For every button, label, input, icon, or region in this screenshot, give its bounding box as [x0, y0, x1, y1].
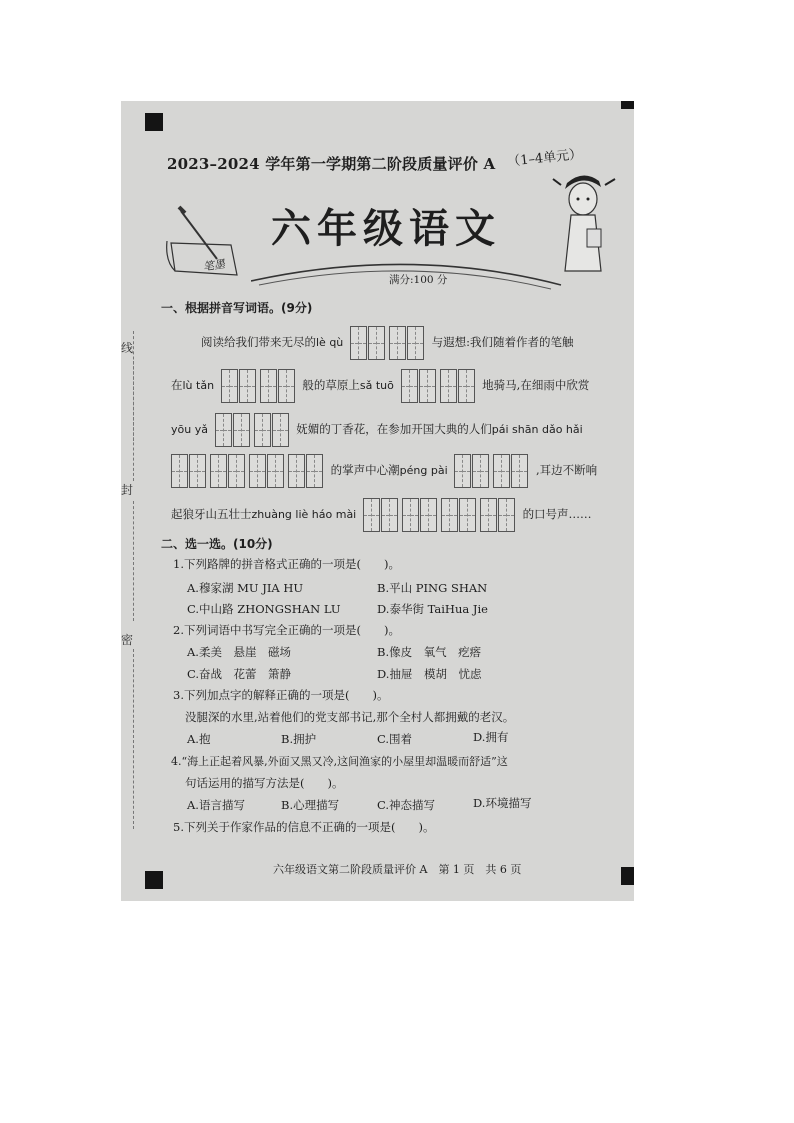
margin-label-seal: 封 [121, 483, 134, 497]
q2-option-d[interactable]: D.抽屉 模胡 忧虑 [377, 667, 482, 681]
q3-option-c[interactable]: C.围着 [377, 732, 413, 746]
q2-option-a[interactable]: A.柔美 悬崖 磁场 [187, 645, 291, 659]
page-footer: 六年级语文第二阶段质量评价 A 第 1 页 共 6 页 [273, 863, 522, 876]
full-score: 满分:100 分 [389, 274, 448, 286]
question-3-sentence: 没腿深的水里,站着他们的党支部书记,那个全村人都拥戴的老汉。 [185, 710, 515, 724]
answer-grid-lutan[interactable] [221, 369, 296, 403]
s1-l2-text-a: 在 [171, 378, 183, 392]
q1-option-c[interactable]: C.中山路 ZHONGSHAN LU [187, 602, 341, 616]
s1-line-5 [171, 497, 592, 532]
margin-label-seal2: 密 [121, 633, 134, 647]
question-3: 3.下列加点字的解释正确的一项是( )。 [173, 688, 389, 702]
q2-option-c[interactable]: C.奋战 花蕾 箫静 [187, 667, 292, 681]
question-4: 4.“海上正起着风暴,外面又黑又冷,这间渔家的小屋里却温暖而舒适”这 [171, 755, 508, 768]
q4-option-b[interactable]: B.心理描写 [281, 798, 340, 812]
q2-option-b[interactable]: B.像皮 氧气 疙瘩 [377, 645, 482, 659]
brush-text: 笔墨 [202, 257, 226, 274]
s1-line-4 [171, 453, 597, 488]
s1-l4-text-c: ,耳边不断响 [535, 463, 598, 477]
registration-mark-top-right [621, 101, 634, 109]
s1-l1-text-b: 与遐想:我们随着作者的笔触 [431, 335, 574, 349]
s1-l3-pinyin-1: yōu yǎ [171, 423, 208, 436]
q4-option-d[interactable]: D.环境描写 [473, 796, 532, 810]
binding-line [133, 361, 134, 481]
binding-line [133, 501, 134, 621]
question-2: 2.下列词语中书写完全正确的一项是( )。 [173, 623, 400, 637]
s1-line-3 [171, 412, 583, 447]
question-1: 1.下列路牌的拼音格式正确的一项是( )。 [173, 557, 400, 571]
s1-l3-text-b: 妩媚的丁香花，在参加开国大典的人们 [296, 422, 492, 436]
s1-l4-text-b: 的掌声中心潮 [330, 463, 400, 477]
q3-option-b[interactable]: B.拥护 [281, 732, 317, 746]
section-2-title: 二、选一选。(10分) [161, 537, 273, 551]
s1-l2-text-c: 地骑马,在细雨中欣赏 [482, 378, 590, 392]
question-4-line-2: 句话运用的描写方法是( )。 [185, 776, 344, 790]
registration-mark-bottom-right [621, 867, 634, 885]
s1-l1-text-a: 阅读给我们带来无尽的 [201, 335, 316, 349]
exam-year-title: 2023–2024 学年第一学期第二阶段质量评价 A [167, 155, 496, 173]
q1-option-d[interactable]: D.泰华街 TaiHua Jie [377, 602, 488, 616]
q3-option-d[interactable]: D.拥有 [473, 730, 509, 744]
section-1-title: 一、根据拼音写词语。(9分) [161, 301, 313, 315]
s1-l3-pinyin-2: pái shān dǎo hǎi [491, 423, 583, 436]
scholar-illustration [551, 171, 621, 281]
s1-l2-pinyin-1: lù tǎn [182, 379, 215, 392]
s1-l5-text-a: 起狼牙山五壮士 [171, 507, 252, 521]
answer-grid-lequ[interactable] [350, 326, 425, 360]
s1-l2-pinyin-2: sǎ tuō [359, 379, 394, 392]
answer-grid-paishandaohai[interactable] [171, 454, 324, 488]
margin-label-line: 线 [121, 341, 134, 355]
exam-sheet [121, 101, 634, 901]
q1-option-a[interactable]: A.穆家湖 MU JIA HU [187, 581, 304, 595]
s1-line-2 [171, 368, 589, 403]
subject-title: 六年级语文 [271, 205, 501, 252]
answer-grid-zhuangliehaomai[interactable] [363, 498, 516, 532]
s1-line-1 [201, 325, 573, 360]
registration-mark-top-left [145, 113, 163, 131]
q4-option-a[interactable]: A.语言描写 [187, 798, 245, 812]
answer-grid-satuo[interactable] [401, 369, 476, 403]
q1-option-b[interactable]: B.平山 PING SHAN [377, 581, 488, 595]
s1-l4-pinyin: péng pài [399, 464, 448, 477]
registration-mark-bottom-left [145, 871, 163, 889]
answer-grid-youya[interactable] [215, 413, 290, 447]
s1-l1-pinyin: lè qù [316, 336, 344, 349]
answer-grid-pengpai[interactable] [454, 454, 529, 488]
q3-option-a[interactable]: A.抱 [187, 732, 211, 746]
binding-line [133, 649, 134, 829]
unit-range: （1–4单元） [506, 147, 583, 170]
s1-l5-text-c: 的口号声…… [522, 507, 592, 521]
s1-l5-pinyin: zhuàng liè háo mài [251, 508, 357, 521]
question-5: 5.下列关于作家作品的信息不正确的一项是( )。 [173, 820, 435, 834]
q4-option-c[interactable]: C.神态描写 [377, 798, 436, 812]
s1-l2-text-b: 般的草原上 [302, 378, 360, 392]
